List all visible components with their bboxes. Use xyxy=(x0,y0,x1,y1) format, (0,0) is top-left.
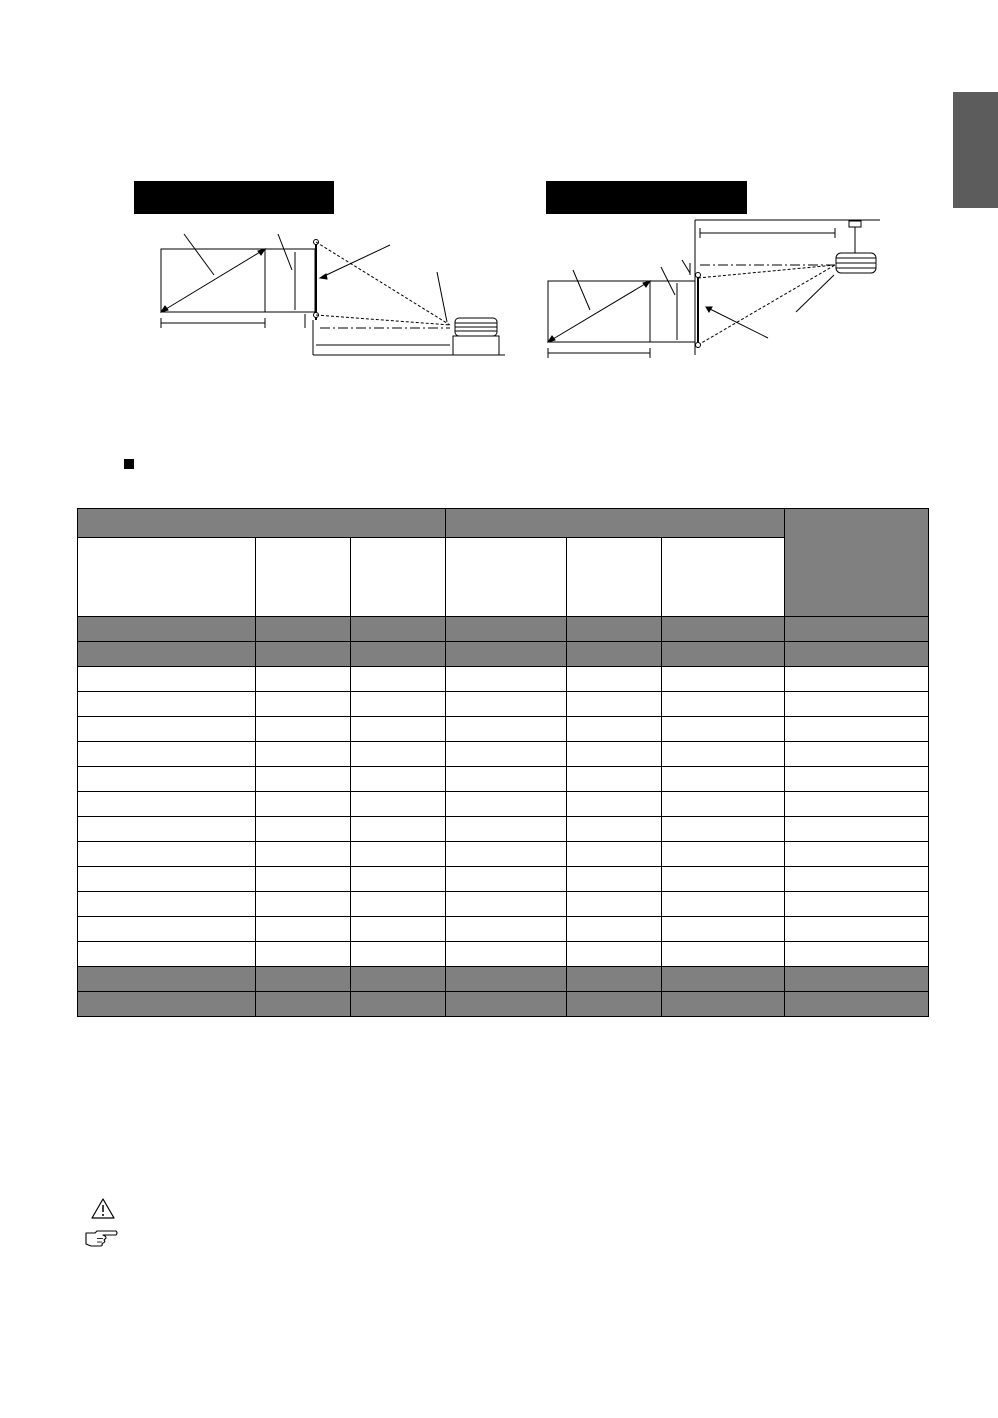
table-cell xyxy=(662,817,785,842)
header-offset xyxy=(785,509,929,617)
table-cell xyxy=(567,867,662,892)
table-cell xyxy=(785,767,929,792)
header-diagonal xyxy=(78,538,256,617)
table-cell xyxy=(446,742,567,767)
table-cell xyxy=(351,842,446,867)
table-cell xyxy=(256,967,351,992)
table-header-row xyxy=(78,509,929,538)
table-cell xyxy=(785,842,929,867)
warning-icon xyxy=(90,1197,116,1220)
table-cell xyxy=(256,617,351,642)
floor-installation-label xyxy=(134,181,334,214)
table-cell xyxy=(256,692,351,717)
table-cell xyxy=(351,817,446,842)
table-cell xyxy=(351,742,446,767)
table-cell xyxy=(256,717,351,742)
table-cell xyxy=(351,867,446,892)
table-cell xyxy=(78,967,256,992)
table-cell xyxy=(446,992,567,1017)
table-cell xyxy=(785,817,929,842)
table-cell xyxy=(351,992,446,1017)
table-cell xyxy=(446,717,567,742)
table-cell xyxy=(446,967,567,992)
table-cell xyxy=(78,767,256,792)
table-cell xyxy=(351,667,446,692)
table-cell xyxy=(785,967,929,992)
diagonal-leader-line xyxy=(184,234,214,275)
table-cell xyxy=(662,917,785,942)
table-cell xyxy=(662,642,785,667)
table-cell xyxy=(785,942,929,967)
table-row xyxy=(78,642,929,667)
ceiling-installation-label xyxy=(546,181,747,214)
table-cell xyxy=(78,892,256,917)
table-row xyxy=(78,767,929,792)
table-cell xyxy=(662,942,785,967)
table-cell xyxy=(351,967,446,992)
table-cell xyxy=(785,617,929,642)
table-cell xyxy=(567,692,662,717)
pointing-hand-icon xyxy=(83,1228,119,1248)
table-cell xyxy=(78,867,256,892)
table-cell xyxy=(662,692,785,717)
projector-table xyxy=(453,336,499,355)
table-cell xyxy=(567,792,662,817)
table-cell xyxy=(785,692,929,717)
header-min-distance xyxy=(446,538,567,617)
screen-leader-line xyxy=(706,307,768,338)
table-row xyxy=(78,667,929,692)
table-cell xyxy=(785,867,929,892)
table-cell xyxy=(78,642,256,667)
screen-size-table xyxy=(77,508,929,1017)
table-cell xyxy=(662,792,785,817)
table-body xyxy=(78,617,929,1017)
table-cell xyxy=(567,642,662,667)
table-cell xyxy=(446,792,567,817)
table-cell xyxy=(351,792,446,817)
table-cell xyxy=(785,892,929,917)
table-cell xyxy=(785,667,929,692)
table-cell xyxy=(785,642,929,667)
table-cell xyxy=(662,667,785,692)
table-cell xyxy=(78,617,256,642)
table-cell xyxy=(446,817,567,842)
table-cell xyxy=(446,692,567,717)
table-cell xyxy=(78,667,256,692)
table-cell xyxy=(567,842,662,867)
table-cell xyxy=(78,717,256,742)
table-cell xyxy=(662,717,785,742)
table-cell xyxy=(567,967,662,992)
table-row xyxy=(78,942,929,967)
table-cell xyxy=(78,792,256,817)
table-cell xyxy=(256,867,351,892)
table-cell xyxy=(567,742,662,767)
table-cell xyxy=(567,717,662,742)
table-cell xyxy=(351,617,446,642)
table-cell xyxy=(567,767,662,792)
table-cell xyxy=(446,892,567,917)
screen-diagonal-arrow xyxy=(548,281,650,342)
header-height xyxy=(351,538,446,617)
table-cell xyxy=(446,842,567,867)
screen-diagonal-arrow xyxy=(161,249,265,312)
table-cell xyxy=(662,992,785,1017)
table-cell xyxy=(78,742,256,767)
table-cell xyxy=(446,617,567,642)
projection-beam-bottom xyxy=(316,315,450,325)
table-row xyxy=(78,717,929,742)
table-cell xyxy=(662,892,785,917)
projection-beam-top xyxy=(698,265,835,278)
table-cell xyxy=(785,717,929,742)
table-cell xyxy=(256,817,351,842)
table-cell xyxy=(78,917,256,942)
table-cell xyxy=(351,692,446,717)
table-cell xyxy=(662,867,785,892)
table-row xyxy=(78,992,929,1017)
diagonal-arrowhead xyxy=(258,249,265,255)
table-cell xyxy=(78,942,256,967)
table-cell xyxy=(567,892,662,917)
projection-beam-bottom xyxy=(698,265,835,345)
table-cell xyxy=(567,917,662,942)
projector-leader-line xyxy=(796,275,834,312)
table-cell xyxy=(785,992,929,1017)
table-cell xyxy=(256,892,351,917)
table-cell xyxy=(662,967,785,992)
table-cell xyxy=(256,792,351,817)
section-bullet xyxy=(124,459,134,469)
table-cell xyxy=(351,767,446,792)
table-cell xyxy=(256,742,351,767)
table-cell xyxy=(446,667,567,692)
table-cell xyxy=(662,742,785,767)
table-row xyxy=(78,967,929,992)
table-cell xyxy=(256,667,351,692)
table-cell xyxy=(567,817,662,842)
table-row xyxy=(78,617,929,642)
language-side-tab xyxy=(953,92,998,208)
table-cell xyxy=(567,617,662,642)
table-cell xyxy=(785,742,929,767)
table-cell xyxy=(446,767,567,792)
table-cell xyxy=(256,767,351,792)
table-row xyxy=(78,867,929,892)
table-cell xyxy=(446,942,567,967)
table-cell xyxy=(78,992,256,1017)
table-cell xyxy=(785,792,929,817)
header-group-screen-dimensions xyxy=(78,509,446,538)
header-width xyxy=(256,538,351,617)
table-cell xyxy=(351,942,446,967)
table-cell xyxy=(567,667,662,692)
table-cell xyxy=(256,942,351,967)
floor-projection-diagram xyxy=(150,230,510,360)
table-cell xyxy=(567,992,662,1017)
table-cell xyxy=(446,642,567,667)
table-cell xyxy=(567,942,662,967)
table-cell xyxy=(446,917,567,942)
table-cell xyxy=(662,842,785,867)
table-cell xyxy=(351,642,446,667)
table-cell xyxy=(78,692,256,717)
ceiling-projection-diagram xyxy=(540,215,885,360)
screen-leader-line xyxy=(320,245,390,278)
table-cell xyxy=(256,917,351,942)
table-row xyxy=(78,842,929,867)
table-cell xyxy=(256,642,351,667)
table-row xyxy=(78,742,929,767)
table-row xyxy=(78,892,929,917)
table-row xyxy=(78,917,929,942)
table-cell xyxy=(351,892,446,917)
table-row xyxy=(78,792,929,817)
screen-side-panel xyxy=(265,249,315,312)
table-cell xyxy=(256,842,351,867)
table-cell xyxy=(256,992,351,1017)
table-cell xyxy=(351,917,446,942)
table-cell xyxy=(662,617,785,642)
table-cell xyxy=(785,917,929,942)
table-cell xyxy=(351,717,446,742)
table-cell xyxy=(78,817,256,842)
header-group-projection-distance xyxy=(446,509,785,538)
projection-beam-top xyxy=(316,242,450,325)
projector-leader-line xyxy=(437,272,447,322)
header-max-distance xyxy=(662,538,785,617)
table-row xyxy=(78,692,929,717)
table-cell xyxy=(662,767,785,792)
header-average xyxy=(567,538,662,617)
table-cell xyxy=(446,867,567,892)
table-row xyxy=(78,817,929,842)
table-cell xyxy=(78,842,256,867)
